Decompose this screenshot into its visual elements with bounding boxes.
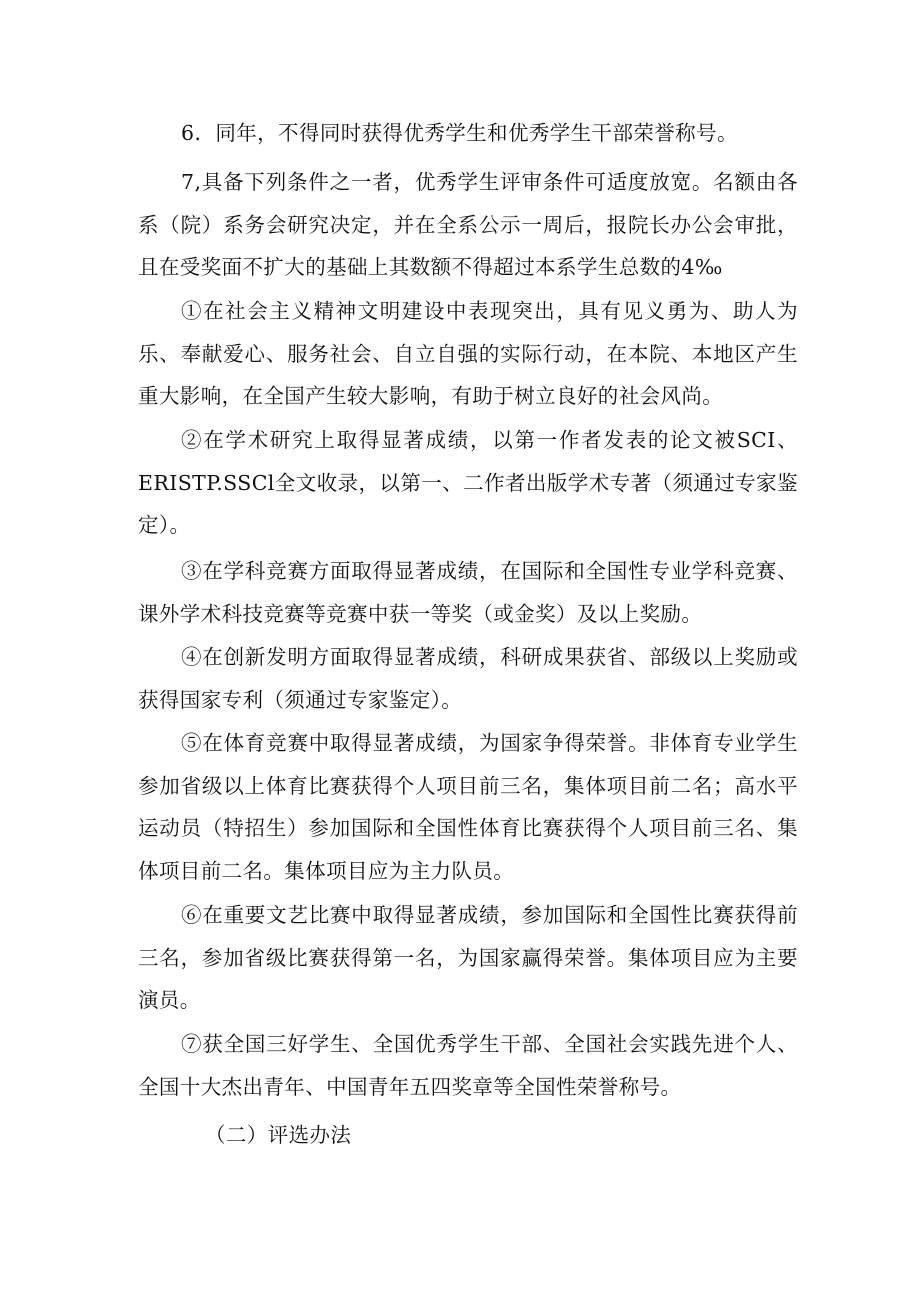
rule-6-paragraph: 6．同年，不得同时获得优秀学生和优秀学生干部荣誉称号。 <box>181 121 738 145</box>
condition-7-paragraph: ⑦获全国三好学生、全国优秀学生干部、全国社会实践先进个人、全国十大杰出青年、中国青年五四奖章等全国性荣誉称号。 <box>138 1032 798 1099</box>
rule-7-paragraph: 7,具备下列条件之一者，优秀学生评审条件可适度放宽。名额由各系（院）系务会研究决定，并在全系公示一周后，报院长办公会审批，且在受奖面不扩大的基础上其数额不得超过本系学生总数的4‰ <box>138 170 798 279</box>
condition-6-paragraph: ⑥在重要文艺比赛中取得显著成绩，参加国际和全国性比赛获得前三名，参加省级比赛获得第一名，为国家赢得荣誉。集体项目应为主要演员。 <box>138 903 798 1012</box>
condition-3-paragraph: ③在学科竞赛方面取得显著成绩，在国际和全国性专业学科竞赛、课外学术科技竞赛等竞赛中获一等奖（或金奖）及以上奖励。 <box>138 559 798 626</box>
section-heading: （二）评选办法 <box>205 1123 352 1147</box>
condition-2-paragraph: ②在学术研究上取得显著成绩，以第一作者发表的论文被SCI、ERISTP.SSCl全文收录，以第一、二作者出版学术专著（须通过专家鉴定）。 <box>138 428 798 537</box>
condition-4-paragraph: ④在创新发明方面取得显著成绩，科研成果获省、部级以上奖励或获得国家专利（须通过专家鉴定）。 <box>138 645 798 712</box>
condition-1-paragraph: ①在社会主义精神文明建设中表现突出，具有见义勇为、助人为乐、奉献爱心、服务社会、自立自强的实际行动，在本院、本地区产生重大影响，在全国产生较大影响，有助于树立良好的社会风尚。 <box>138 299 798 408</box>
condition-5-paragraph: ⑤在体育竞赛中取得显著成绩，为国家争得荣誉。非体育专业学生参加省级以上体育比赛获得个人项目前三名，集体项目前二名；高水平运动员（特招生）参加国际和全国性体育比赛获得个人项目前三名、集体项目前二名。集体项目应为主力队员。 <box>138 731 798 883</box>
